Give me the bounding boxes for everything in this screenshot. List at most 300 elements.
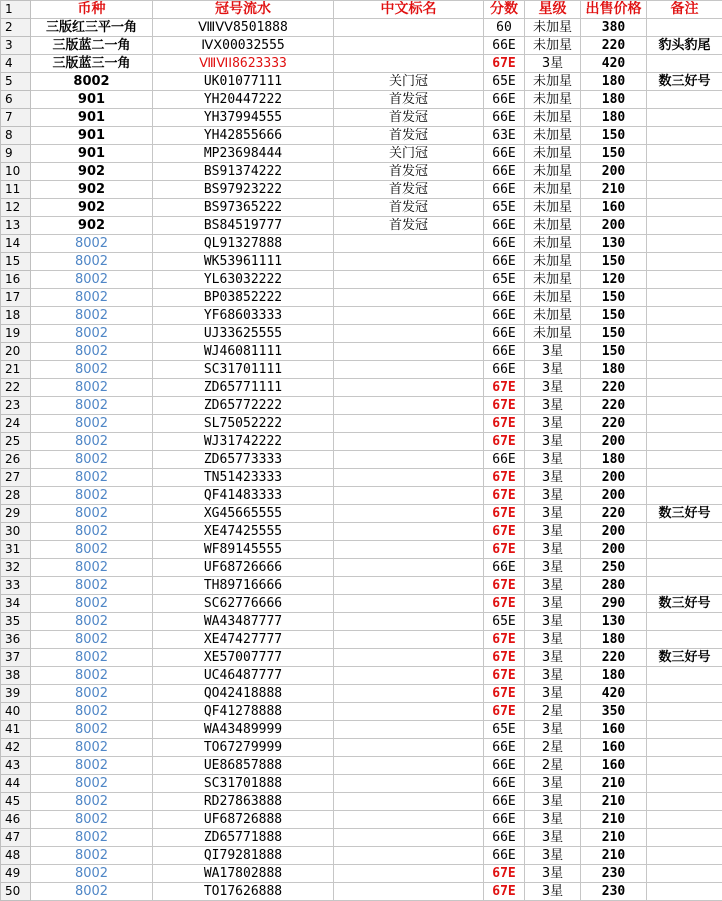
cell-price[interactable]: 210 [581, 829, 647, 847]
cell-score[interactable]: 66E [484, 217, 525, 235]
row-number[interactable]: 18 [1, 307, 31, 325]
row-number[interactable]: 26 [1, 451, 31, 469]
row-number[interactable]: 43 [1, 757, 31, 775]
cell-serial[interactable]: ⅧⅤⅤ8501888 [153, 19, 334, 37]
cell-note[interactable] [647, 55, 722, 73]
cell-currency[interactable]: 8002 [31, 667, 153, 685]
cell-star[interactable]: 未加星 [525, 163, 581, 181]
row-number[interactable]: 35 [1, 613, 31, 631]
cell-note[interactable] [647, 883, 722, 901]
cell-serial[interactable]: WF89145555 [153, 541, 334, 559]
cell-currency[interactable]: 901 [31, 109, 153, 127]
cell-name[interactable] [334, 613, 484, 631]
row-number[interactable]: 14 [1, 235, 31, 253]
cell-note[interactable] [647, 379, 722, 397]
cell-note[interactable] [647, 829, 722, 847]
cell-price[interactable]: 150 [581, 325, 647, 343]
cell-star[interactable]: 3星 [525, 55, 581, 73]
cell-star[interactable]: 未加星 [525, 145, 581, 163]
row-number[interactable]: 12 [1, 199, 31, 217]
cell-star[interactable]: 3星 [525, 631, 581, 649]
cell-serial[interactable]: SL75052222 [153, 415, 334, 433]
cell-star[interactable]: 3星 [525, 667, 581, 685]
cell-score[interactable]: 67E [484, 649, 525, 667]
cell-name[interactable] [334, 739, 484, 757]
cell-price[interactable]: 210 [581, 181, 647, 199]
row-number[interactable]: 4 [1, 55, 31, 73]
cell-note[interactable] [647, 847, 722, 865]
cell-score[interactable]: 66E [484, 235, 525, 253]
row-number[interactable]: 21 [1, 361, 31, 379]
row-number[interactable]: 38 [1, 667, 31, 685]
cell-price[interactable]: 220 [581, 505, 647, 523]
cell-note[interactable] [647, 181, 722, 199]
cell-score[interactable]: 67E [484, 523, 525, 541]
cell-currency[interactable]: 8002 [31, 343, 153, 361]
cell-score[interactable]: 67E [484, 685, 525, 703]
cell-serial[interactable]: YH42855666 [153, 127, 334, 145]
cell-name[interactable] [334, 865, 484, 883]
cell-serial[interactable]: TO67279999 [153, 739, 334, 757]
cell-score[interactable]: 66E [484, 343, 525, 361]
row-number[interactable]: 9 [1, 145, 31, 163]
cell-currency[interactable]: 8002 [31, 397, 153, 415]
cell-note[interactable] [647, 325, 722, 343]
cell-currency[interactable]: 8002 [31, 865, 153, 883]
cell-price[interactable]: 200 [581, 523, 647, 541]
cell-currency[interactable]: 8002 [31, 631, 153, 649]
cell-name[interactable] [334, 847, 484, 865]
cell-price[interactable]: 180 [581, 73, 647, 91]
cell-currency[interactable]: 三版蓝二一角 [31, 37, 153, 55]
row-number[interactable]: 19 [1, 325, 31, 343]
cell-name[interactable] [334, 55, 484, 73]
cell-star[interactable]: 3星 [525, 811, 581, 829]
cell-note[interactable] [647, 559, 722, 577]
cell-star[interactable]: 3星 [525, 793, 581, 811]
cell-serial[interactable]: XE57007777 [153, 649, 334, 667]
cell-score[interactable]: 67E [484, 487, 525, 505]
cell-note[interactable] [647, 91, 722, 109]
cell-score[interactable]: 66E [484, 829, 525, 847]
cell-currency[interactable]: 8002 [31, 307, 153, 325]
cell-star[interactable]: 未加星 [525, 217, 581, 235]
cell-serial[interactable]: UC46487777 [153, 667, 334, 685]
row-number[interactable]: 16 [1, 271, 31, 289]
cell-note[interactable] [647, 307, 722, 325]
cell-star[interactable]: 未加星 [525, 19, 581, 37]
cell-note[interactable] [647, 289, 722, 307]
cell-name[interactable] [334, 505, 484, 523]
row-number[interactable]: 44 [1, 775, 31, 793]
cell-star[interactable]: 未加星 [525, 127, 581, 145]
row-number[interactable]: 48 [1, 847, 31, 865]
cell-score[interactable]: 66E [484, 361, 525, 379]
header-cell-price[interactable]: 出售价格 [581, 1, 647, 19]
cell-note[interactable] [647, 235, 722, 253]
cell-name[interactable] [334, 595, 484, 613]
cell-score[interactable]: 67E [484, 595, 525, 613]
cell-note[interactable] [647, 487, 722, 505]
cell-serial[interactable]: UF68726666 [153, 559, 334, 577]
cell-score[interactable]: 66E [484, 811, 525, 829]
cell-note[interactable] [647, 811, 722, 829]
cell-currency[interactable]: 8002 [31, 235, 153, 253]
cell-star[interactable]: 3星 [525, 397, 581, 415]
cell-price[interactable]: 120 [581, 271, 647, 289]
cell-score[interactable]: 67E [484, 703, 525, 721]
cell-star[interactable]: 3星 [525, 613, 581, 631]
row-number[interactable]: 42 [1, 739, 31, 757]
cell-price[interactable]: 180 [581, 91, 647, 109]
cell-serial[interactable]: QF41278888 [153, 703, 334, 721]
cell-name[interactable]: 关门冠 [334, 145, 484, 163]
cell-name[interactable]: 关门冠 [334, 73, 484, 91]
cell-note[interactable]: 豹头豹尾 [647, 37, 722, 55]
header-cell-currency[interactable]: 币种 [31, 1, 153, 19]
cell-name[interactable] [334, 829, 484, 847]
cell-serial[interactable]: QO42418888 [153, 685, 334, 703]
cell-serial[interactable]: ZD65771111 [153, 379, 334, 397]
cell-currency[interactable]: 8002 [31, 253, 153, 271]
cell-score[interactable]: 67E [484, 883, 525, 901]
cell-price[interactable]: 180 [581, 451, 647, 469]
cell-currency[interactable]: 902 [31, 163, 153, 181]
row-number[interactable]: 8 [1, 127, 31, 145]
cell-name[interactable]: 首发冠 [334, 217, 484, 235]
header-cell-serial[interactable]: 冠号流水 [153, 1, 334, 19]
cell-currency[interactable]: 8002 [31, 847, 153, 865]
cell-note[interactable] [647, 217, 722, 235]
cell-currency[interactable]: 8002 [31, 829, 153, 847]
cell-serial[interactable]: QI79281888 [153, 847, 334, 865]
cell-note[interactable] [647, 451, 722, 469]
cell-serial[interactable]: YH20447222 [153, 91, 334, 109]
cell-note[interactable]: 数三好号 [647, 73, 722, 91]
cell-currency[interactable]: 8002 [31, 487, 153, 505]
cell-star[interactable]: 未加星 [525, 271, 581, 289]
cell-note[interactable] [647, 361, 722, 379]
cell-serial[interactable]: WA43487777 [153, 613, 334, 631]
cell-price[interactable]: 150 [581, 145, 647, 163]
cell-name[interactable] [334, 235, 484, 253]
cell-name[interactable] [334, 19, 484, 37]
cell-price[interactable]: 160 [581, 757, 647, 775]
row-number[interactable]: 11 [1, 181, 31, 199]
cell-price[interactable]: 230 [581, 865, 647, 883]
cell-score[interactable]: 65E [484, 613, 525, 631]
cell-name[interactable] [334, 37, 484, 55]
cell-note[interactable] [647, 667, 722, 685]
cell-star[interactable]: 未加星 [525, 235, 581, 253]
row-number[interactable]: 20 [1, 343, 31, 361]
cell-star[interactable]: 3星 [525, 469, 581, 487]
cell-name[interactable] [334, 721, 484, 739]
cell-serial[interactable]: SC31701888 [153, 775, 334, 793]
cell-currency[interactable]: 8002 [31, 289, 153, 307]
cell-price[interactable]: 210 [581, 775, 647, 793]
cell-price[interactable]: 130 [581, 613, 647, 631]
cell-name[interactable] [334, 775, 484, 793]
cell-price[interactable]: 210 [581, 793, 647, 811]
cell-note[interactable] [647, 739, 722, 757]
cell-score[interactable]: 63E [484, 127, 525, 145]
cell-note[interactable] [647, 541, 722, 559]
cell-currency[interactable]: 8002 [31, 595, 153, 613]
cell-serial[interactable]: TO17626888 [153, 883, 334, 901]
cell-price[interactable]: 130 [581, 235, 647, 253]
cell-name[interactable] [334, 703, 484, 721]
row-number[interactable]: 22 [1, 379, 31, 397]
cell-name[interactable] [334, 541, 484, 559]
cell-currency[interactable]: 8002 [31, 775, 153, 793]
cell-serial[interactable]: WJ31742222 [153, 433, 334, 451]
cell-currency[interactable]: 8002 [31, 361, 153, 379]
cell-star[interactable]: 未加星 [525, 253, 581, 271]
cell-star[interactable]: 未加星 [525, 91, 581, 109]
cell-serial[interactable]: UK01077111 [153, 73, 334, 91]
cell-star[interactable]: 3星 [525, 415, 581, 433]
cell-price[interactable]: 160 [581, 199, 647, 217]
cell-note[interactable] [647, 127, 722, 145]
cell-currency[interactable]: 8002 [31, 415, 153, 433]
cell-currency[interactable]: 8002 [31, 451, 153, 469]
cell-name[interactable] [334, 523, 484, 541]
cell-score[interactable]: 65E [484, 73, 525, 91]
cell-star[interactable]: 3星 [525, 721, 581, 739]
cell-serial[interactable]: TH89716666 [153, 577, 334, 595]
cell-price[interactable]: 210 [581, 847, 647, 865]
cell-currency[interactable]: 8002 [31, 613, 153, 631]
cell-price[interactable]: 150 [581, 343, 647, 361]
cell-star[interactable]: 3星 [525, 829, 581, 847]
cell-name[interactable] [334, 433, 484, 451]
header-cell-star[interactable]: 星级 [525, 1, 581, 19]
cell-serial[interactable]: TN51423333 [153, 469, 334, 487]
cell-star[interactable]: 未加星 [525, 325, 581, 343]
cell-serial[interactable]: ZD65772222 [153, 397, 334, 415]
cell-score[interactable]: 66E [484, 739, 525, 757]
row-number[interactable]: 34 [1, 595, 31, 613]
cell-serial[interactable]: ⅣⅩ00032555 [153, 37, 334, 55]
row-number[interactable]: 37 [1, 649, 31, 667]
cell-price[interactable]: 420 [581, 55, 647, 73]
cell-score[interactable]: 66E [484, 91, 525, 109]
cell-name[interactable] [334, 307, 484, 325]
cell-price[interactable]: 180 [581, 667, 647, 685]
cell-price[interactable]: 220 [581, 415, 647, 433]
cell-currency[interactable]: 8002 [31, 523, 153, 541]
row-number[interactable]: 31 [1, 541, 31, 559]
cell-star[interactable]: 2星 [525, 739, 581, 757]
cell-star[interactable]: 3星 [525, 559, 581, 577]
cell-serial[interactable]: UJ33625555 [153, 325, 334, 343]
cell-serial[interactable]: RD27863888 [153, 793, 334, 811]
row-number[interactable]: 24 [1, 415, 31, 433]
cell-star[interactable]: 未加星 [525, 181, 581, 199]
cell-price[interactable]: 200 [581, 541, 647, 559]
cell-currency[interactable]: 8002 [31, 271, 153, 289]
cell-serial[interactable]: BS97365222 [153, 199, 334, 217]
cell-serial[interactable]: WK53961111 [153, 253, 334, 271]
cell-serial[interactable]: XG45665555 [153, 505, 334, 523]
cell-name[interactable] [334, 631, 484, 649]
cell-serial[interactable]: UF68726888 [153, 811, 334, 829]
row-number[interactable]: 5 [1, 73, 31, 91]
cell-currency[interactable]: 8002 [31, 433, 153, 451]
cell-currency[interactable]: 8002 [31, 73, 153, 91]
cell-note[interactable]: 数三好号 [647, 649, 722, 667]
cell-star[interactable]: 未加星 [525, 307, 581, 325]
cell-name[interactable] [334, 343, 484, 361]
cell-score[interactable]: 66E [484, 793, 525, 811]
cell-score[interactable]: 66E [484, 325, 525, 343]
row-number[interactable]: 49 [1, 865, 31, 883]
row-number[interactable]: 46 [1, 811, 31, 829]
cell-score[interactable]: 67E [484, 577, 525, 595]
cell-score[interactable]: 66E [484, 559, 525, 577]
cell-serial[interactable]: BP03852222 [153, 289, 334, 307]
cell-star[interactable]: 3星 [525, 379, 581, 397]
row-number[interactable]: 29 [1, 505, 31, 523]
cell-name[interactable]: 首发冠 [334, 199, 484, 217]
cell-note[interactable] [647, 415, 722, 433]
cell-price[interactable]: 160 [581, 739, 647, 757]
row-number[interactable]: 36 [1, 631, 31, 649]
cell-score[interactable]: 66E [484, 775, 525, 793]
cell-star[interactable]: 未加星 [525, 199, 581, 217]
row-number[interactable]: 45 [1, 793, 31, 811]
cell-score[interactable]: 66E [484, 451, 525, 469]
cell-note[interactable] [647, 613, 722, 631]
cell-score[interactable]: 66E [484, 289, 525, 307]
cell-note[interactable] [647, 163, 722, 181]
row-number[interactable]: 39 [1, 685, 31, 703]
cell-note[interactable] [647, 757, 722, 775]
cell-note[interactable] [647, 793, 722, 811]
cell-currency[interactable]: 8002 [31, 469, 153, 487]
cell-serial[interactable]: BS97923222 [153, 181, 334, 199]
cell-currency[interactable]: 8002 [31, 559, 153, 577]
cell-note[interactable] [647, 199, 722, 217]
cell-name[interactable]: 首发冠 [334, 163, 484, 181]
cell-price[interactable]: 220 [581, 397, 647, 415]
row-number[interactable]: 7 [1, 109, 31, 127]
cell-note[interactable] [647, 271, 722, 289]
row-number[interactable]: 50 [1, 883, 31, 901]
cell-price[interactable]: 200 [581, 469, 647, 487]
cell-score[interactable]: 66E [484, 847, 525, 865]
cell-name[interactable]: 首发冠 [334, 91, 484, 109]
cell-price[interactable]: 220 [581, 37, 647, 55]
cell-score[interactable]: 66E [484, 163, 525, 181]
cell-score[interactable]: 65E [484, 721, 525, 739]
cell-price[interactable]: 210 [581, 811, 647, 829]
cell-price[interactable]: 200 [581, 163, 647, 181]
cell-price[interactable]: 200 [581, 487, 647, 505]
cell-note[interactable] [647, 721, 722, 739]
cell-score[interactable]: 67E [484, 541, 525, 559]
cell-price[interactable]: 200 [581, 217, 647, 235]
cell-score[interactable]: 67E [484, 379, 525, 397]
cell-serial[interactable]: WA17802888 [153, 865, 334, 883]
cell-currency[interactable]: 902 [31, 199, 153, 217]
cell-star[interactable]: 3星 [525, 505, 581, 523]
row-number[interactable]: 13 [1, 217, 31, 235]
cell-price[interactable]: 280 [581, 577, 647, 595]
cell-serial[interactable]: ⅧⅥⅠ8623333 [153, 55, 334, 73]
cell-star[interactable]: 未加星 [525, 37, 581, 55]
cell-name[interactable] [334, 757, 484, 775]
cell-name[interactable] [334, 649, 484, 667]
cell-note[interactable] [647, 685, 722, 703]
cell-price[interactable]: 200 [581, 433, 647, 451]
cell-name[interactable] [334, 325, 484, 343]
row-number[interactable]: 30 [1, 523, 31, 541]
cell-note[interactable] [647, 865, 722, 883]
cell-score[interactable]: 67E [484, 433, 525, 451]
cell-star[interactable]: 3星 [525, 649, 581, 667]
row-number[interactable]: 6 [1, 91, 31, 109]
cell-price[interactable]: 230 [581, 883, 647, 901]
cell-name[interactable] [334, 451, 484, 469]
cell-currency[interactable]: 8002 [31, 541, 153, 559]
cell-name[interactable] [334, 361, 484, 379]
cell-note[interactable] [647, 577, 722, 595]
row-number[interactable]: 1 [1, 1, 31, 19]
cell-currency[interactable]: 8002 [31, 325, 153, 343]
row-number[interactable]: 3 [1, 37, 31, 55]
cell-star[interactable]: 3星 [525, 451, 581, 469]
cell-currency[interactable]: 8002 [31, 649, 153, 667]
cell-serial[interactable]: SC62776666 [153, 595, 334, 613]
cell-serial[interactable]: QL91327888 [153, 235, 334, 253]
row-number[interactable]: 40 [1, 703, 31, 721]
row-number[interactable]: 17 [1, 289, 31, 307]
cell-currency[interactable]: 8002 [31, 757, 153, 775]
header-cell-note[interactable]: 备注 [647, 1, 722, 19]
cell-score[interactable]: 67E [484, 667, 525, 685]
cell-star[interactable]: 2星 [525, 703, 581, 721]
cell-serial[interactable]: ZD65773333 [153, 451, 334, 469]
cell-currency[interactable]: 901 [31, 91, 153, 109]
row-number[interactable]: 10 [1, 163, 31, 181]
cell-currency[interactable]: 8002 [31, 739, 153, 757]
cell-price[interactable]: 290 [581, 595, 647, 613]
cell-star[interactable]: 3星 [525, 523, 581, 541]
row-number[interactable]: 28 [1, 487, 31, 505]
cell-note[interactable]: 数三好号 [647, 505, 722, 523]
cell-name[interactable] [334, 577, 484, 595]
cell-price[interactable]: 420 [581, 685, 647, 703]
cell-serial[interactable]: QF41483333 [153, 487, 334, 505]
cell-price[interactable]: 180 [581, 361, 647, 379]
cell-star[interactable]: 2星 [525, 757, 581, 775]
cell-note[interactable] [647, 523, 722, 541]
cell-serial[interactable]: UE86857888 [153, 757, 334, 775]
row-number[interactable]: 23 [1, 397, 31, 415]
cell-star[interactable]: 3星 [525, 775, 581, 793]
cell-price[interactable]: 350 [581, 703, 647, 721]
cell-star[interactable]: 未加星 [525, 73, 581, 91]
cell-star[interactable]: 3星 [525, 847, 581, 865]
cell-name[interactable] [334, 685, 484, 703]
cell-serial[interactable]: SC31701111 [153, 361, 334, 379]
cell-price[interactable]: 160 [581, 721, 647, 739]
cell-price[interactable]: 180 [581, 109, 647, 127]
cell-note[interactable] [647, 253, 722, 271]
cell-price[interactable]: 150 [581, 127, 647, 145]
